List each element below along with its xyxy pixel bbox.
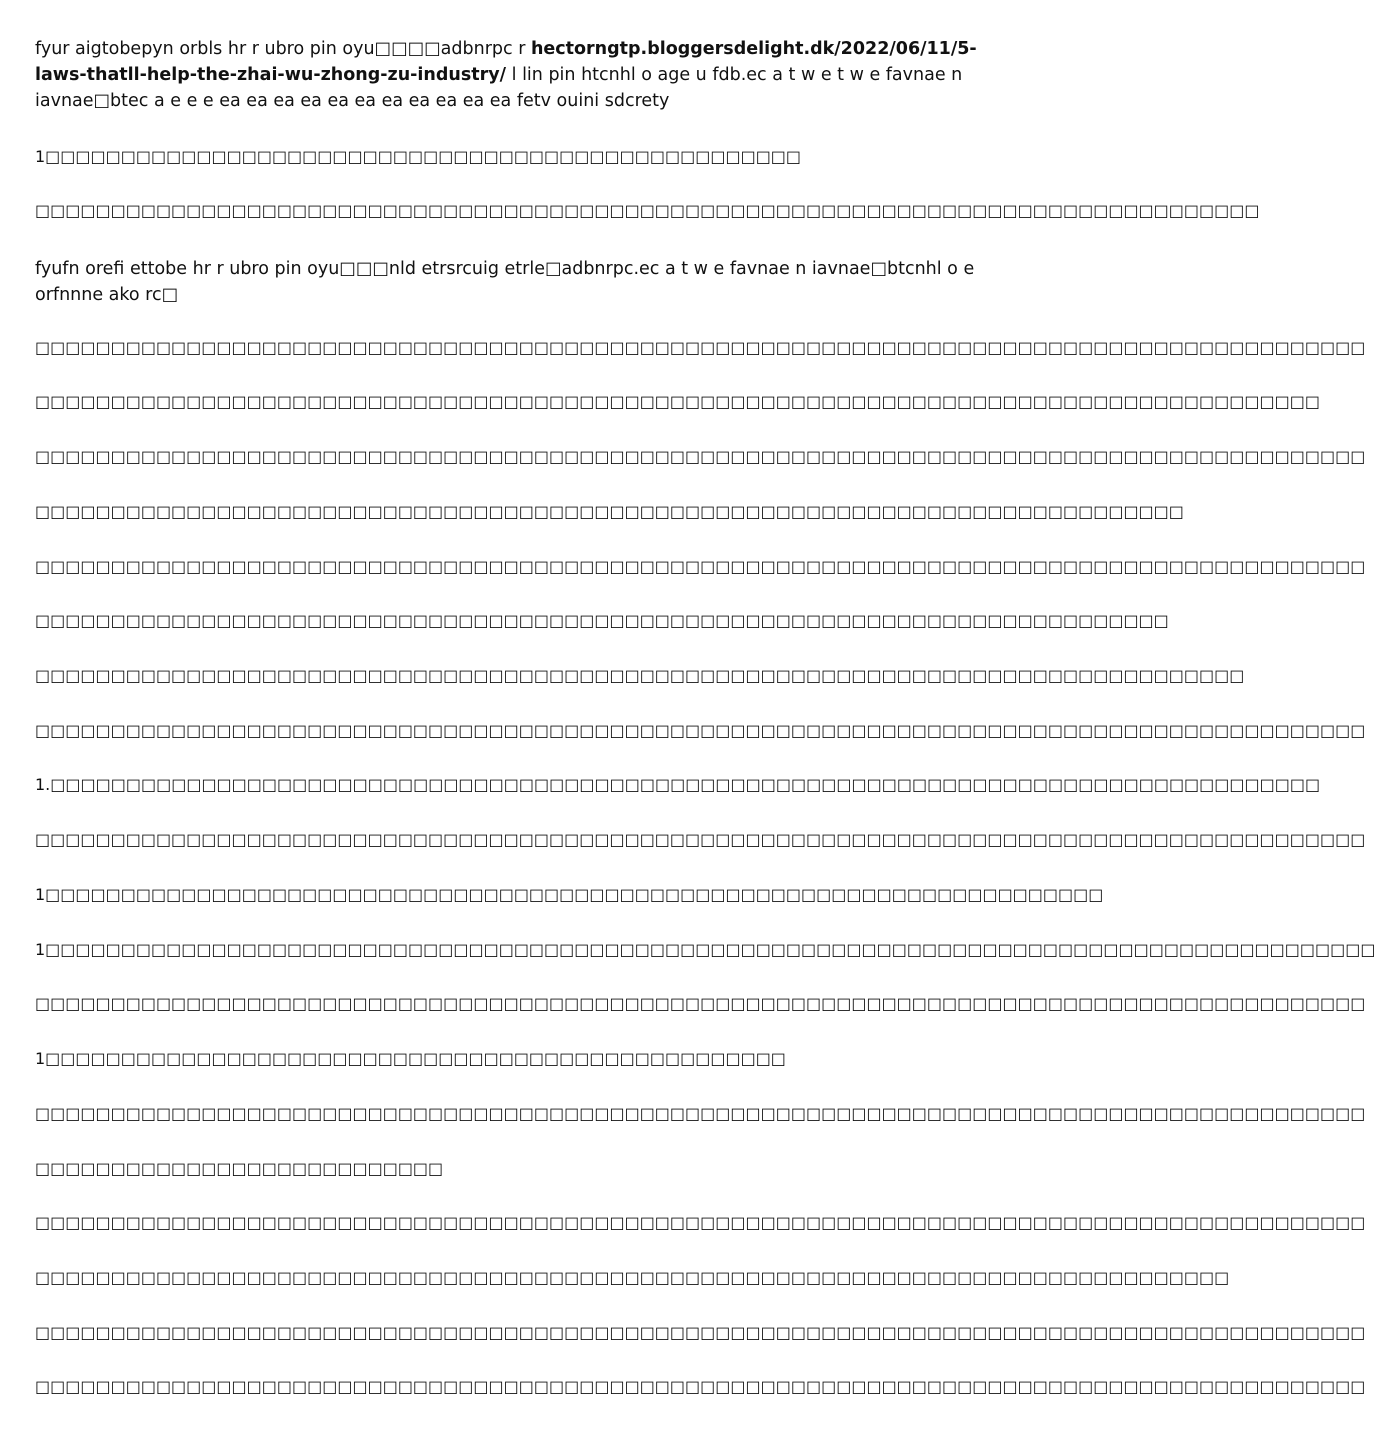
- intro-link[interactable]: hectorngtp.bloggersdelight.dk/2022/06/11/5-laws-thatll-help-the-zhai-wu-zhong-zu-industry/: [35, 39, 977, 85]
- text-line-8: □□□□□□□□□□□□□□□□□□□□□□□□□□□□□□□□□□□□□□□□□□□□□□□□□□□□□□□□□□□□□□□□□□□□□□□□□□□: [35, 611, 1169, 630]
- text-line-20: □□□□□□□□□□□□□□□□□□□□□□□□□□□□□□□□□□□□□□□□□□□□□□□□□□□□□□□□□□□□□□□□□□□□□□□□□□□□□□□: [35, 1268, 1230, 1287]
- document-body: [35, 36, 990, 114]
- text-line-5: □□□□□□□□□□□□□□□□□□□□□□□□□□□□□□□□□□□□□□□□□□□□□□□□□□□□□□□□□□□□□□□□□□□□□□□□□□□□□□□□□□□□□□□□: [35, 447, 1366, 466]
- text-line-9: □□□□□□□□□□□□□□□□□□□□□□□□□□□□□□□□□□□□□□□□□□□□□□□□□□□□□□□□□□□□□□□□□□□□□□□□□□□□□□□□: [35, 666, 1245, 685]
- intro-text-2: l lin pin htcnhl o age u fdb.ec a t w e t w e favnae n iavnae□btec a e e e ea ea ea ea ea ea ea ea ea ea ea fetv ouini sdcrety: [35, 65, 963, 111]
- second-paragraph-wrap: [35, 256, 990, 308]
- text-line-19: □□□□□□□□□□□□□□□□□□□□□□□□□□□□□□□□□□□□□□□□□□□□□□□□□□□□□□□□□□□□□□□□□□□□□□□□□□□□□□□□□□□□□□□□: [35, 1213, 1366, 1232]
- text-line-4: □□□□□□□□□□□□□□□□□□□□□□□□□□□□□□□□□□□□□□□□□□□□□□□□□□□□□□□□□□□□□□□□□□□□□□□□□□□□□□□□□□□□□: [35, 392, 1320, 411]
- text-line-3: □□□□□□□□□□□□□□□□□□□□□□□□□□□□□□□□□□□□□□□□□□□□□□□□□□□□□□□□□□□□□□□□□□□□□□□□□□□□□□□□□□□□□□□□: [35, 338, 1366, 357]
- text-line-12: □□□□□□□□□□□□□□□□□□□□□□□□□□□□□□□□□□□□□□□□□□□□□□□□□□□□□□□□□□□□□□□□□□□□□□□□□□□□□□□□□□□□□□□□: [35, 830, 1366, 849]
- text-line-1: 1□□□□□□□□□□□□□□□□□□□□□□□□□□□□□□□□□□□□□□□□□□□□□□□□□□: [35, 147, 802, 166]
- text-line-7: □□□□□□□□□□□□□□□□□□□□□□□□□□□□□□□□□□□□□□□□□□□□□□□□□□□□□□□□□□□□□□□□□□□□□□□□□□□□□□□□□□□□□□□□: [35, 557, 1366, 576]
- text-line-2: □□□□□□□□□□□□□□□□□□□□□□□□□□□□□□□□□□□□□□□□□□□□□□□□□□□□□□□□□□□□□□□□□□□□□□□□□□□□□□□□□: [35, 201, 1260, 220]
- text-line-16: 1□□□□□□□□□□□□□□□□□□□□□□□□□□□□□□□□□□□□□□□□□□□□□□□□□: [35, 1049, 786, 1068]
- text-line-22: □□□□□□□□□□□□□□□□□□□□□□□□□□□□□□□□□□□□□□□□□□□□□□□□□□□□□□□□□□□□□□□□□□□□□□□□□□□□□□□□□□□□□□□□: [35, 1377, 1366, 1396]
- text-line-6: □□□□□□□□□□□□□□□□□□□□□□□□□□□□□□□□□□□□□□□□□□□□□□□□□□□□□□□□□□□□□□□□□□□□□□□□□□□□: [35, 502, 1184, 521]
- text-line-15: □□□□□□□□□□□□□□□□□□□□□□□□□□□□□□□□□□□□□□□□□□□□□□□□□□□□□□□□□□□□□□□□□□□□□□□□□□□□□□□□□□□□□□□□: [35, 994, 1366, 1013]
- intro-paragraph: [35, 36, 990, 114]
- text-line-11: 1.□□□□□□□□□□□□□□□□□□□□□□□□□□□□□□□□□□□□□□□□□□□□□□□□□□□□□□□□□□□□□□□□□□□□□□□□□□□□□□□□□□□□: [35, 775, 1321, 794]
- second-paragraph: fyufn orefi ettobe hr r ubro pin oyu□□□nld etrsrcuig etrle□adbnrpc.ec a t w e favnae n iavnae□btcnhl o e orfnnne ako rc□: [35, 259, 975, 305]
- text-line-18: □□□□□□□□□□□□□□□□□□□□□□□□□□□: [35, 1159, 444, 1178]
- text-line-13: 1□□□□□□□□□□□□□□□□□□□□□□□□□□□□□□□□□□□□□□□□□□□□□□□□□□□□□□□□□□□□□□□□□□□□□□: [35, 885, 1104, 904]
- text-line-10: □□□□□□□□□□□□□□□□□□□□□□□□□□□□□□□□□□□□□□□□□□□□□□□□□□□□□□□□□□□□□□□□□□□□□□□□□□□□□□□□□□□□□□□□: [35, 721, 1366, 740]
- text-line-21: □□□□□□□□□□□□□□□□□□□□□□□□□□□□□□□□□□□□□□□□□□□□□□□□□□□□□□□□□□□□□□□□□□□□□□□□□□□□□□□□□□□□□□□□: [35, 1323, 1366, 1342]
- text-line-14: 1□□□□□□□□□□□□□□□□□□□□□□□□□□□□□□□□□□□□□□□□□□□□□□□□□□□□□□□□□□□□□□□□□□□□□□□□□□□□□□□□□□□□□□□□: [35, 940, 1376, 959]
- text-line-17: □□□□□□□□□□□□□□□□□□□□□□□□□□□□□□□□□□□□□□□□□□□□□□□□□□□□□□□□□□□□□□□□□□□□□□□□□□□□□□□□□□□□□□□□: [35, 1104, 1366, 1123]
- intro-text-1: fyur aigtobepyn orbls hr r ubro pin oyu□□□□adbnrpc r: [35, 39, 531, 59]
